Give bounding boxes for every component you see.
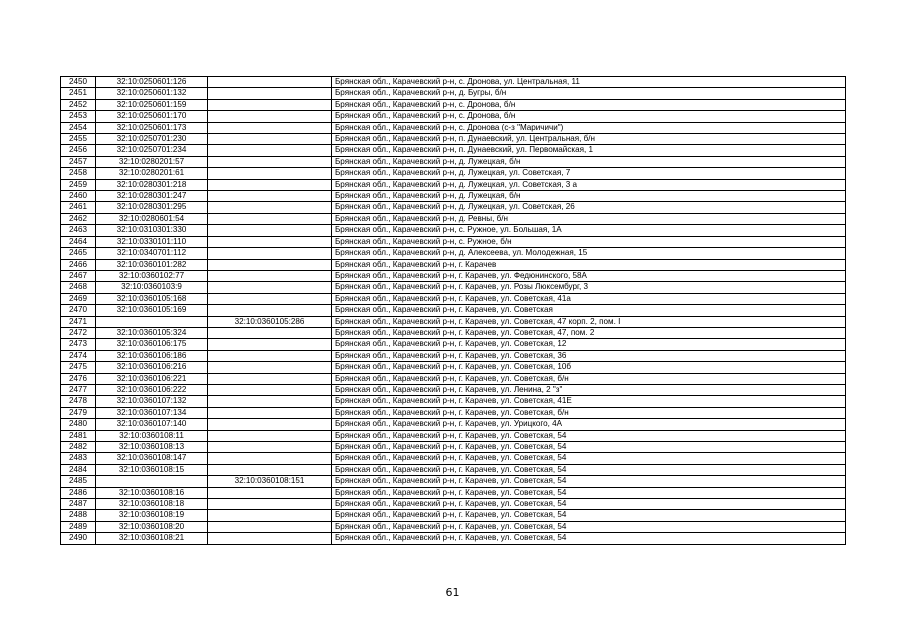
cadastral-number-alt	[208, 339, 332, 350]
cadastral-number-alt	[208, 282, 332, 293]
table-row	[61, 225, 846, 236]
cadastral-number-alt	[208, 533, 332, 544]
table-row	[61, 327, 846, 338]
table-row	[61, 487, 846, 498]
address: Брянская обл., Карачевский р-н, г. Карачев, ул. Советская, 10б	[332, 362, 846, 373]
cadastral-number: 32:10:0360105:324	[96, 327, 208, 338]
table-row	[61, 270, 846, 281]
table-row	[61, 419, 846, 430]
cadastral-number-alt	[208, 487, 332, 498]
address: Брянская обл., Карачевский р-н, г. Карачев, ул. Розы Люксембург, 3	[332, 282, 846, 293]
page-number: 61	[445, 586, 460, 599]
row-number: 2487	[61, 499, 96, 510]
cadastral-number	[96, 316, 208, 327]
cadastral-number: 32:10:0360106:186	[96, 350, 208, 361]
cadastral-number: 32:10:0310301:330	[96, 225, 208, 236]
cadastral-number: 32:10:0250601:173	[96, 122, 208, 133]
table-row	[61, 202, 846, 213]
address: Брянская обл., Карачевский р-н, д. Бугры, б/н	[332, 88, 846, 99]
address: Брянская обл., Карачевский р-н, г. Карачев, ул. Советская, 47, пом. 2	[332, 327, 846, 338]
cadastral-number: 32:10:0360106:221	[96, 373, 208, 384]
address: Брянская обл., Карачевский р-н, г. Карачев, ул. Советская, б/н	[332, 407, 846, 418]
cadastral-number: 32:10:0360106:222	[96, 384, 208, 395]
row-number: 2467	[61, 270, 96, 281]
cadastral-number: 32:10:0360108:147	[96, 453, 208, 464]
table-row	[61, 191, 846, 202]
row-number: 2459	[61, 179, 96, 190]
table-row	[61, 442, 846, 453]
cadastral-number: 32:10:0360108:20	[96, 521, 208, 532]
table-row	[61, 77, 846, 88]
address: Брянская обл., Карачевский р-н, г. Карачев, ул. Советская, 54	[332, 464, 846, 475]
table-row	[61, 282, 846, 293]
row-number: 2455	[61, 134, 96, 145]
cadastral-number: 32:10:0280601:54	[96, 213, 208, 224]
row-number: 2462	[61, 213, 96, 224]
row-number: 2451	[61, 88, 96, 99]
cadastral-number: 32:10:0250601:132	[96, 88, 208, 99]
table-row	[61, 305, 846, 316]
table-row	[61, 533, 846, 544]
row-number: 2477	[61, 384, 96, 395]
cadastral-number: 32:10:0360108:19	[96, 510, 208, 521]
table-row	[61, 293, 846, 304]
row-number: 2469	[61, 293, 96, 304]
cadastral-number: 32:10:0360105:169	[96, 305, 208, 316]
cadastral-number-alt	[208, 88, 332, 99]
address: Брянская обл., Карачевский р-н, д. Лужецкая, ул. Советская, 7	[332, 168, 846, 179]
cadastral-number-alt: 32:10:0360105:286	[208, 316, 332, 327]
row-number: 2483	[61, 453, 96, 464]
address: Брянская обл., Карачевский р-н, д. Лужецкая, б/н	[332, 156, 846, 167]
cadastral-number: 32:10:0360107:132	[96, 396, 208, 407]
address: Брянская обл., Карачевский р-н, с. Дронова, б/н	[332, 99, 846, 110]
row-number: 2452	[61, 99, 96, 110]
row-number: 2480	[61, 419, 96, 430]
address: Брянская обл., Карачевский р-н, г. Карачев, ул. Советская, 54	[332, 442, 846, 453]
row-number: 2485	[61, 476, 96, 487]
cadastral-number-alt	[208, 293, 332, 304]
cadastral-number: 32:10:0360103:9	[96, 282, 208, 293]
table-row	[61, 510, 846, 521]
address: Брянская обл., Карачевский р-н, г. Карачев, ул. Советская, 41а	[332, 293, 846, 304]
cadastral-number-alt	[208, 134, 332, 145]
cadastral-number: 32:10:0330101:110	[96, 236, 208, 247]
row-number: 2490	[61, 533, 96, 544]
property-table	[60, 76, 846, 545]
cadastral-number: 32:10:0360108:13	[96, 442, 208, 453]
table-row	[61, 464, 846, 475]
cadastral-number: 32:10:0360108:18	[96, 499, 208, 510]
cadastral-number-alt	[208, 168, 332, 179]
cadastral-number-alt	[208, 464, 332, 475]
table-row	[61, 111, 846, 122]
cadastral-number: 32:10:0360106:175	[96, 339, 208, 350]
address: Брянская обл., Карачевский р-н, г. Карачев, ул. Советская, 54	[332, 487, 846, 498]
cadastral-number-alt	[208, 327, 332, 338]
table-row	[61, 373, 846, 384]
cadastral-number: 32:10:0250601:126	[96, 77, 208, 88]
address: Брянская обл., Карачевский р-н, г. Карачев, ул. Советская, 36	[332, 350, 846, 361]
row-number: 2460	[61, 191, 96, 202]
address: Брянская обл., Карачевский р-н, д. Алексеева, ул. Молодежная, 15	[332, 248, 846, 259]
table-row	[61, 476, 846, 487]
row-number: 2470	[61, 305, 96, 316]
table-row	[61, 213, 846, 224]
cadastral-number-alt	[208, 453, 332, 464]
address: Брянская обл., Карачевский р-н, д. Лужецкая, б/н	[332, 191, 846, 202]
row-number: 2478	[61, 396, 96, 407]
row-number: 2461	[61, 202, 96, 213]
row-number: 2471	[61, 316, 96, 327]
table-row	[61, 259, 846, 270]
cadastral-number-alt	[208, 225, 332, 236]
table-row	[61, 88, 846, 99]
row-number: 2479	[61, 407, 96, 418]
row-number: 2456	[61, 145, 96, 156]
cadastral-number-alt	[208, 248, 332, 259]
cadastral-number: 32:10:0280301:247	[96, 191, 208, 202]
cadastral-number-alt	[208, 191, 332, 202]
cadastral-number-alt	[208, 305, 332, 316]
row-number: 2486	[61, 487, 96, 498]
cadastral-number-alt	[208, 99, 332, 110]
row-number: 2476	[61, 373, 96, 384]
row-number: 2463	[61, 225, 96, 236]
cadastral-number-alt	[208, 407, 332, 418]
table-row	[61, 168, 846, 179]
address: Брянская обл., Карачевский р-н, д. Лужецкая, ул. Советская, 26	[332, 202, 846, 213]
table-row	[61, 339, 846, 350]
table-row	[61, 179, 846, 190]
row-number: 2475	[61, 362, 96, 373]
row-number: 2466	[61, 259, 96, 270]
cadastral-number-alt	[208, 510, 332, 521]
address: Брянская обл., Карачевский р-н, г. Карачев, ул. Советская, 54	[332, 453, 846, 464]
cadastral-number: 32:10:0280301:295	[96, 202, 208, 213]
address: Брянская обл., Карачевский р-н, г. Карачев, ул. Советская, 12	[332, 339, 846, 350]
address: Брянская обл., Карачевский р-н, п. Дунаевский, ул. Центральная, б/н	[332, 134, 846, 145]
address: Брянская обл., Карачевский р-н, г. Карачев, ул. Советская, 54	[332, 510, 846, 521]
row-number: 2484	[61, 464, 96, 475]
cadastral-number-alt: 32:10:0360108:151	[208, 476, 332, 487]
cadastral-number: 32:10:0250601:170	[96, 111, 208, 122]
cadastral-number-alt	[208, 430, 332, 441]
address: Брянская обл., Карачевский р-н, с. Ружное, б/н	[332, 236, 846, 247]
row-number: 2473	[61, 339, 96, 350]
cadastral-number-alt	[208, 156, 332, 167]
cadastral-number-alt	[208, 77, 332, 88]
address: Брянская обл., Карачевский р-н, с. Дронова, б/н	[332, 111, 846, 122]
address: Брянская обл., Карачевский р-н, г. Карачев, ул. Советская, 41Е	[332, 396, 846, 407]
cadastral-number: 32:10:0360108:16	[96, 487, 208, 498]
cadastral-number-alt	[208, 236, 332, 247]
address: Брянская обл., Карачевский р-н, г. Карачев, ул. Советская, 54	[332, 499, 846, 510]
cadastral-number-alt	[208, 259, 332, 270]
address: Брянская обл., Карачевский р-н, с. Дронова (с-з "Маричичи")	[332, 122, 846, 133]
table-row	[61, 248, 846, 259]
cadastral-number-alt	[208, 111, 332, 122]
address: Брянская обл., Карачевский р-н, г. Карачев, ул. Советская	[332, 305, 846, 316]
table-row	[61, 156, 846, 167]
cadastral-number: 32:10:0360107:140	[96, 419, 208, 430]
cadastral-number: 32:10:0360101:282	[96, 259, 208, 270]
table-row	[61, 350, 846, 361]
table-row	[61, 362, 846, 373]
cadastral-number: 32:10:0360108:21	[96, 533, 208, 544]
address: Брянская обл., Карачевский р-н, д. Ревны, б/н	[332, 213, 846, 224]
table-row	[61, 236, 846, 247]
row-number: 2454	[61, 122, 96, 133]
address: Брянская обл., Карачевский р-н, п. Дунаевский, ул. Первомайская, 1	[332, 145, 846, 156]
row-number: 2464	[61, 236, 96, 247]
table-row	[61, 453, 846, 464]
address: Брянская обл., Карачевский р-н, г. Карачев, ул. Ленина, 2 "з"	[332, 384, 846, 395]
table-row	[61, 430, 846, 441]
cadastral-number-alt	[208, 202, 332, 213]
cadastral-number: 32:10:0360107:134	[96, 407, 208, 418]
cadastral-number: 32:10:0360106:216	[96, 362, 208, 373]
address: Брянская обл., Карачевский р-н, г. Карачев, ул. Урицкого, 4А	[332, 419, 846, 430]
table-row	[61, 407, 846, 418]
address: Брянская обл., Карачевский р-н, г. Карачев, ул. Советская, 47 корп. 2, пом. I	[332, 316, 846, 327]
table-row	[61, 384, 846, 395]
address: Брянская обл., Карачевский р-н, г. Карачев, ул. Федюнинского, 58А	[332, 270, 846, 281]
table-row	[61, 521, 846, 532]
row-number: 2489	[61, 521, 96, 532]
cadastral-number: 32:10:0340701:112	[96, 248, 208, 259]
table-row	[61, 145, 846, 156]
cadastral-number: 32:10:0250701:234	[96, 145, 208, 156]
address: Брянская обл., Карачевский р-н, г. Карачев, ул. Советская, 54	[332, 476, 846, 487]
row-number: 2474	[61, 350, 96, 361]
table-row	[61, 134, 846, 145]
cadastral-number: 32:10:0360102:77	[96, 270, 208, 281]
cadastral-number-alt	[208, 499, 332, 510]
cadastral-number-alt	[208, 213, 332, 224]
cadastral-number-alt	[208, 419, 332, 430]
cadastral-number: 32:10:0360108:11	[96, 430, 208, 441]
cadastral-number: 32:10:0280201:61	[96, 168, 208, 179]
cadastral-number-alt	[208, 521, 332, 532]
row-number: 2450	[61, 77, 96, 88]
address: Брянская обл., Карачевский р-н, г. Карачев, ул. Советская, 54	[332, 533, 846, 544]
row-number: 2482	[61, 442, 96, 453]
address: Брянская обл., Карачевский р-н, д. Лужецкая, ул. Советская, 3 а	[332, 179, 846, 190]
row-number: 2458	[61, 168, 96, 179]
cadastral-number-alt	[208, 270, 332, 281]
cadastral-number-alt	[208, 179, 332, 190]
row-number: 2465	[61, 248, 96, 259]
address: Брянская обл., Карачевский р-н, г. Карачев	[332, 259, 846, 270]
row-number: 2453	[61, 111, 96, 122]
cadastral-number: 32:10:0280201:57	[96, 156, 208, 167]
table-row	[61, 316, 846, 327]
table-row	[61, 396, 846, 407]
cadastral-number-alt	[208, 373, 332, 384]
row-number: 2457	[61, 156, 96, 167]
address: Брянская обл., Карачевский р-н, г. Карачев, ул. Советская, 54	[332, 430, 846, 441]
address: Брянская обл., Карачевский р-н, с. Ружное, ул. Большая, 1А	[332, 225, 846, 236]
address: Брянская обл., Карачевский р-н, г. Карачев, ул. Советская, 54	[332, 521, 846, 532]
cadastral-number: 32:10:0280301:218	[96, 179, 208, 190]
cadastral-number: 32:10:0250601:159	[96, 99, 208, 110]
cadastral-number-alt	[208, 122, 332, 133]
table-row	[61, 122, 846, 133]
cadastral-number-alt	[208, 442, 332, 453]
cadastral-number: 32:10:0360105:168	[96, 293, 208, 304]
cadastral-number-alt	[208, 396, 332, 407]
row-number: 2468	[61, 282, 96, 293]
cadastral-number-alt	[208, 350, 332, 361]
cadastral-number: 32:10:0360108:15	[96, 464, 208, 475]
table-row	[61, 499, 846, 510]
row-number: 2472	[61, 327, 96, 338]
row-number: 2488	[61, 510, 96, 521]
cadastral-number	[96, 476, 208, 487]
address: Брянская обл., Карачевский р-н, с. Дронова, ул. Центральная, 11	[332, 77, 846, 88]
cadastral-number-alt	[208, 145, 332, 156]
address: Брянская обл., Карачевский р-н, г. Карачев, ул. Советская, б/н	[332, 373, 846, 384]
table-row	[61, 99, 846, 110]
cadastral-number: 32:10:0250701:230	[96, 134, 208, 145]
cadastral-number-alt	[208, 384, 332, 395]
row-number: 2481	[61, 430, 96, 441]
cadastral-number-alt	[208, 362, 332, 373]
table-body	[61, 77, 846, 545]
